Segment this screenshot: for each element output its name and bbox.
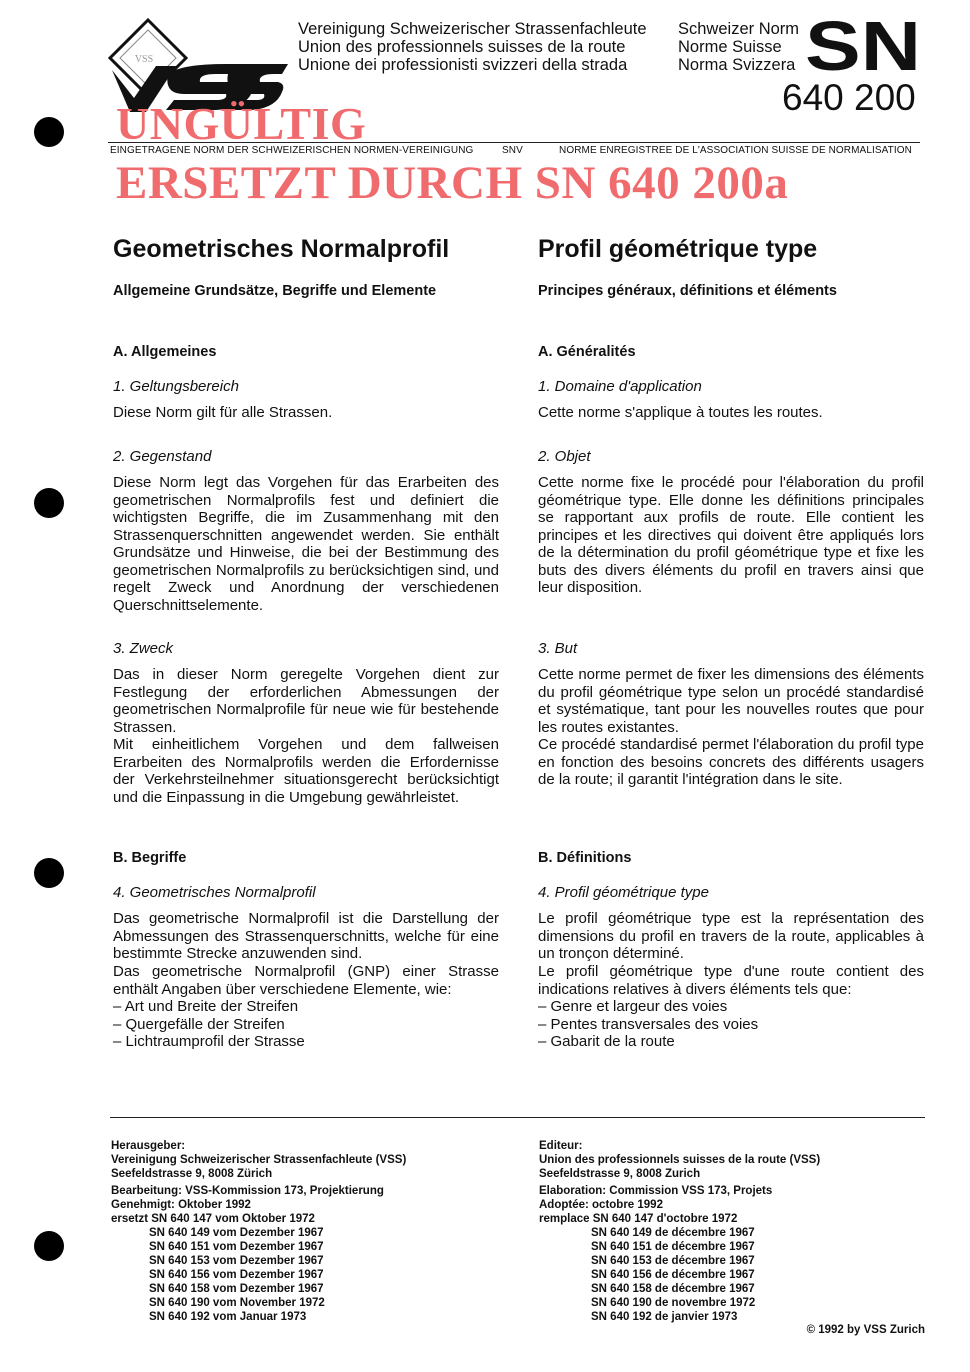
- list-item: – Genre et largeur des voies: [538, 998, 758, 1016]
- norm-line: Norme Suisse: [678, 38, 782, 56]
- registration-fr: NORME ENREGISTREE DE L'ASSOCIATION SUISSE DE NORMALISATION: [559, 145, 912, 156]
- replaced-norm-fr: SN 640 158 de décembre 1967: [591, 1283, 755, 1295]
- title-fr: Profil géométrique type: [538, 235, 818, 263]
- section-3-text1-de: Das in dieser Norm geregelte Vorgehen dient zur Festlegung der erforderlichen Abmessungen der geometrischen Normalprofile für neue wie für bestehende Strassen.: [113, 666, 499, 736]
- replaced-stamp: ERSETZT DURCH SN 640 200a: [116, 157, 789, 209]
- list-item: – Pentes transversales des voies: [538, 1016, 758, 1034]
- section-2-heading-de: 2. Gegenstand: [113, 448, 212, 465]
- replaced-norm-fr: SN 640 153 de décembre 1967: [591, 1255, 755, 1267]
- section-4-text1-fr: Le profil géométrique type est la représentation des dimensions du profil en travers de la route, applicables à un tronçon déterminé.: [538, 910, 924, 962]
- section-a-heading-fr: A. Généralités: [538, 344, 636, 360]
- section-2-heading-fr: 2. Objet: [538, 448, 591, 465]
- norm-type: [678, 20, 799, 74]
- publisher-label-de: Herausgeber:: [111, 1140, 186, 1152]
- replaced-norm-de: SN 640 153 vom Dezember 1967: [149, 1255, 324, 1267]
- elaboration-fr: Elaboration: Commission VSS 173, Projets: [539, 1185, 773, 1197]
- section-1-text-de: Diese Norm gilt für alle Strassen.: [113, 404, 333, 421]
- section-4-heading-de: 4. Geometrisches Normalprofil: [113, 884, 316, 901]
- replaces-first-de: ersetzt SN 640 147 vom Oktober 1972: [111, 1213, 315, 1225]
- sn-logo: [805, 16, 923, 74]
- norm-line: Schweizer Norm: [678, 20, 800, 38]
- header-rule: [108, 142, 920, 143]
- publisher-fr: Union des professionnels suisses de la route (VSS): [539, 1154, 821, 1166]
- element-list-de: [113, 998, 305, 1051]
- registration-snv: SNV: [502, 145, 523, 156]
- publisher-names: [298, 20, 647, 74]
- replaces-first-fr: remplace SN 640 147 d'octobre 1972: [539, 1213, 738, 1225]
- punch-hole: [34, 1231, 64, 1261]
- replaced-norm-de: SN 640 192 vom Januar 1973: [149, 1311, 307, 1323]
- publisher-label-fr: Editeur:: [539, 1140, 583, 1152]
- replaced-norm-de: SN 640 156 vom Dezember 1967: [149, 1269, 324, 1281]
- footer-fr: [539, 1139, 820, 1324]
- section-3-heading-fr: 3. But: [538, 640, 578, 657]
- section-a-heading-de: A. Allgemeines: [113, 344, 217, 360]
- replaced-norm-fr: SN 640 149 de décembre 1967: [591, 1227, 755, 1239]
- replaced-norm-fr: SN 640 192 de janvier 1973: [591, 1311, 738, 1323]
- subtitle-de: Allgemeine Grundsätze, Begriffe und Elemente: [113, 283, 437, 299]
- org-line: Union des professionnels suisses de la route: [298, 38, 626, 56]
- approved-de: Genehmigt: Oktober 1992: [111, 1199, 251, 1211]
- replaced-norm-fr: SN 640 151 de décembre 1967: [591, 1241, 755, 1253]
- invalid-stamp: UNGÜLTIG: [116, 98, 367, 149]
- list-item: – Quergefälle der Streifen: [113, 1016, 305, 1034]
- approved-fr: Adoptée: octobre 1992: [539, 1199, 663, 1211]
- org-line: Unione dei professionisti svizzeri della strada: [298, 56, 628, 74]
- vss-logo-text: VSS: [134, 54, 154, 65]
- publisher-de: Vereinigung Schweizerischer Strassenfachleute (VSS): [111, 1154, 407, 1166]
- section-3-heading-de: 3. Zweck: [113, 640, 174, 657]
- section-4-text2-fr: Le profil géométrique type d'une route contient des indications relatives à divers éléments tels que:: [538, 963, 924, 998]
- replaced-norm-de: SN 640 190 vom November 1972: [149, 1297, 325, 1309]
- section-1-text-fr: Cette norme s'applique à toutes les routes.: [538, 404, 823, 421]
- section-4-heading-fr: 4. Profil géométrique type: [538, 884, 709, 901]
- section-1-heading-fr: 1. Domaine d'application: [538, 378, 702, 395]
- footer-rule: [110, 1117, 925, 1118]
- copyright: © 1992 by VSS Zurich: [806, 1324, 925, 1336]
- replaced-norm-fr: SN 640 156 de décembre 1967: [591, 1269, 755, 1281]
- replaced-norm-de: SN 640 149 vom Dezember 1967: [149, 1227, 324, 1239]
- replaced-norm-de: SN 640 151 vom Dezember 1967: [149, 1241, 324, 1253]
- section-1-heading-de: 1. Geltungsbereich: [113, 378, 239, 395]
- list-item: – Art und Breite der Streifen: [113, 998, 305, 1016]
- replaced-norm-de: SN 640 158 vom Dezember 1967: [149, 1283, 324, 1295]
- section-4-text2-de: Das geometrische Normalprofil (GNP) einer Strasse enthält Angaben über verschiedene Elemente, wie:: [113, 963, 499, 998]
- sn-logo-text: SN: [805, 16, 921, 74]
- punch-hole: [34, 858, 64, 888]
- list-item: – Lichtraumprofil der Strasse: [113, 1033, 305, 1051]
- org-line: Vereinigung Schweizerischer Strassenfachleute: [298, 20, 647, 38]
- norm-line: Norma Svizzera: [678, 56, 796, 74]
- replaced-norm-fr: SN 640 190 de novembre 1972: [591, 1297, 756, 1309]
- section-2-text-fr: Cette norme fixe le procédé pour l'élaboration du profil géométrique type. Elle donne les définitions principales se rapportant aux profils de route. Elle contient les principes et les directives qui doivent être appliqués lors de la détermination du profil géométrique type et fixe les buts des divers éléments du profil en travers ainsi que leur disposition.: [538, 474, 924, 596]
- section-4-text1-de: Das geometrische Normalprofil ist die Darstellung der Abmessungen des Strassenquerschnitts, welche für eine bestimmte Strecke anzuwenden sind.: [113, 910, 499, 962]
- section-b-heading-de: B. Begriffe: [113, 850, 187, 866]
- list-item: – Gabarit de la route: [538, 1033, 758, 1051]
- section-2-text-de: Diese Norm legt das Vorgehen für das Erarbeiten des geometrischen Normalprofils fest und definiert die wichtigsten Begriffe, die im Zusammenhang mit den Strassenquerschnitten angewendet werden. Sie enthält Grundsätze und Hinweise, die bei der Bestimmung des geometrischen Normalprofils zu berücksichtigen sind, und regelt Zweck und Anordnung der verschiedenen Querschnittselemente.: [113, 474, 499, 614]
- element-list-fr: [538, 998, 758, 1051]
- subtitle-fr: Principes généraux, définitions et éléments: [538, 283, 837, 299]
- title-de: Geometrisches Normalprofil: [113, 235, 450, 263]
- section-3-text2-de: Mit einheitlichem Vorgehen und dem fallweisen Erarbeiten des Normalprofils werden die Erfordernisse der Verkehrsteilnehmer situationsgerecht berücksichtigt und die Einpassung in die Umgebung gewährleistet.: [113, 736, 499, 806]
- punch-hole: [34, 117, 64, 147]
- footer-de: [111, 1139, 406, 1324]
- punch-hole: [34, 488, 64, 518]
- section-b-heading-fr: B. Définitions: [538, 850, 632, 866]
- section-3-text2-fr: Ce procédé standardisé permet l'élaboration du profil type en fonction des besoins concrets des différents usagers de la route; il garantit l'intégration dans le site.: [538, 736, 924, 788]
- section-3-text1-fr: Cette norme permet de fixer les dimensions des éléments du profil géométrique type selon un procédé standardisé et systématique, tant pour les nouvelles routes que pour les routes existantes.: [538, 666, 924, 736]
- registration-de: EINGETRAGENE NORM DER SCHWEIZERISCHEN NORMEN-VEREINIGUNG: [110, 145, 474, 156]
- elaboration-de: Bearbeitung: VSS-Kommission 173, Projektierung: [111, 1185, 384, 1197]
- address-fr: Seefeldstrasse 9, 8008 Zurich: [539, 1168, 701, 1180]
- address-de: Seefeldstrasse 9, 8008 Zürich: [111, 1168, 273, 1180]
- norm-number: 640 200: [782, 77, 916, 118]
